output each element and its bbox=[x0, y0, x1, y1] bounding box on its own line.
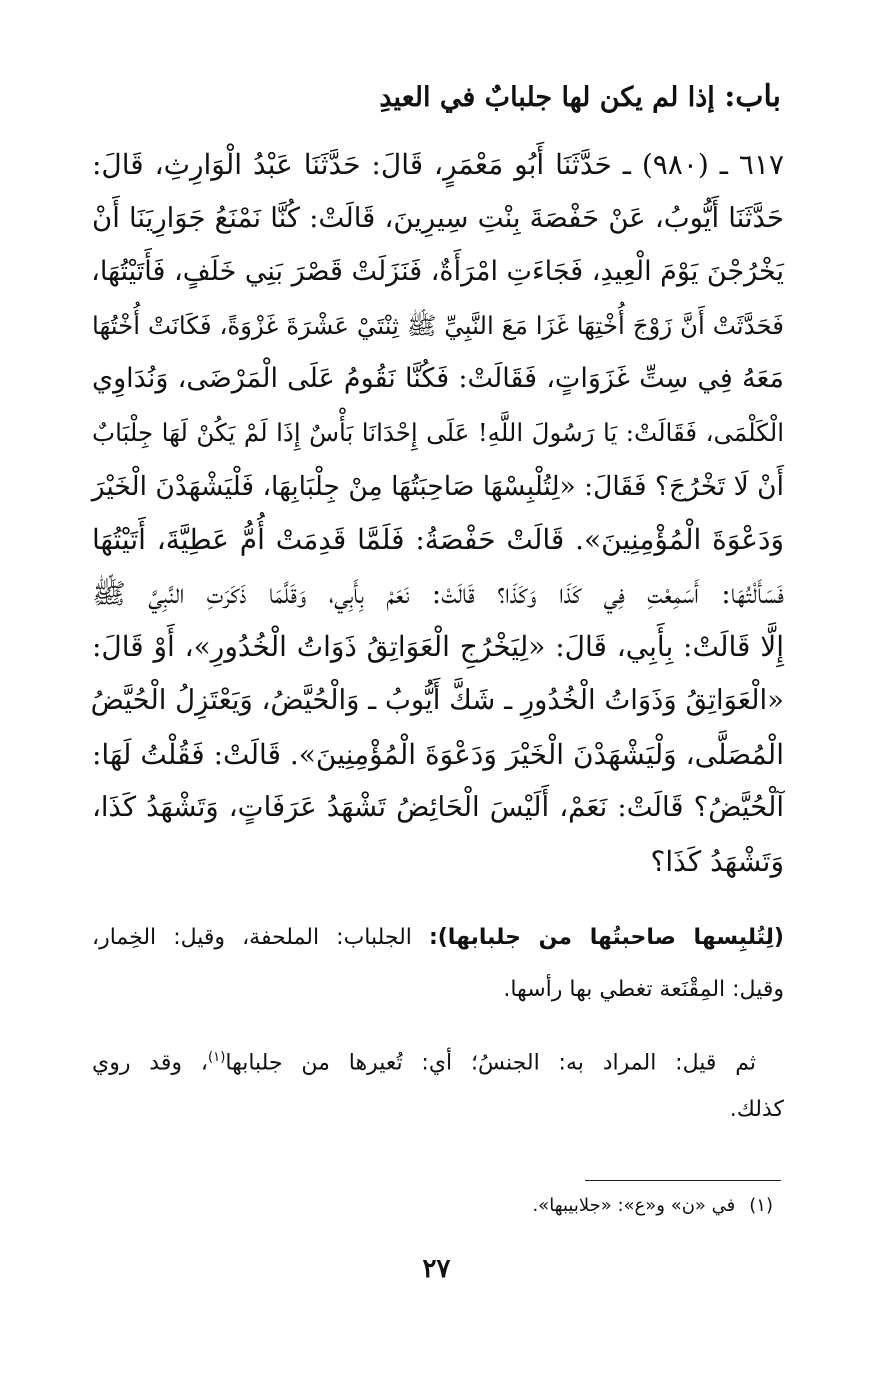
footnote-separator bbox=[585, 1180, 781, 1181]
hadith-text bbox=[92, 138, 784, 888]
hadith-line: يَخْرُجْنَ يَوْمَ الْعِيدِ، فَجَاءَتِ امْرَأَةٌ، فَنَزَلَتْ قَصْرَ بَنِي خَلَفٍ، فَأَتَيْتُهَا، bbox=[91, 256, 784, 288]
chapter-title: إذا لم يكن لها جلبابٌ في العيدِ bbox=[379, 82, 715, 113]
hadith-line: ٦١٧ ـ (٩٨٠) ـ حَدَّثَنَا أَبُو مَعْمَرٍ، قَالَ: حَدَّثَنَا عَبْدُ الْوَارِثِ، قَالَ: bbox=[92, 148, 784, 181]
chapter-heading bbox=[81, 72, 781, 123]
footnote-reference: (١) bbox=[207, 1050, 226, 1065]
hadith-line: الْمُصَلَّى، وَلْيَشْهَدْنَ الْخَيْرَ وَدَعْوَةَ الْمُؤْمِنِينَ». قَالَتْ: فَقُلْتُ لَهَا: bbox=[92, 737, 784, 771]
footnote bbox=[532, 1188, 773, 1224]
commentary-line bbox=[92, 912, 784, 964]
hadith-line: إِلَّا قَالَتْ: بِأَبِي، قَالَ: «لِيَخْرُجِ الْعَوَاتِقُ ذَوَاتُ الْخُدُورِ»، أَوْ قَالَ: bbox=[92, 630, 784, 664]
hadith-line: فَحَدَّثَتْ أَنَّ زَوْجَ أُخْتِهَا غَزَا مَعَ النَّبِيِّ ﷺ ثِنْتَيْ عَشْرَةَ غَزْوَةً، فَكَانَتْ أُخْتُهَا bbox=[92, 310, 784, 340]
hadith-line: أَنْ لَا تَخْرُجَ؟ فَقَالَ: «لِتُلْبِسْهَا صَاحِبَتُهَا مِنْ جِلْبَابِهَا، فَلْيَشْهَدْنَ الْخَيْرَ bbox=[91, 470, 784, 502]
hadith-line: فَسَأَلْتُهَا: أَسَمِعْتِ فِي كَذَا وَكَذَا؟ قَالَتْ: نَعَمْ بِأَبِي، وَقَلَّمَا ذَكَرَتِ النَّبِيَّ ﷺ bbox=[92, 576, 784, 610]
commentary-text: ، وقد روي bbox=[92, 1050, 208, 1076]
commentary-term: (لِتُلبِسها صاحبتُها من جلبابها): bbox=[428, 925, 784, 950]
page-number: ٢٧ bbox=[422, 1254, 451, 1284]
hadith-line: آلْحُيَّضُ؟ قَالَتْ: نَعَمْ، أَلَيْسَ الْحَائِضُ تَشْهَدُ عَرَفَاتٍ، وَتَشْهَدُ كَذَا، bbox=[92, 791, 784, 824]
hadith-line: وَتَشْهَدُ كَذَا؟ bbox=[650, 844, 784, 878]
hadith-line: «الْعَوَاتِقُ وَذَوَاتُ الْخُدُورِ ـ شَكَّ أَيُّوبُ ـ وَالْحُيَّضُ، وَيَعْتَزِلُ الْحُيَّضُ bbox=[90, 683, 784, 716]
commentary-line bbox=[92, 1032, 784, 1084]
hadith-line: مَعَهُ فِي سِتِّ غَزَوَاتٍ، فَقَالَتْ: فَكُنَّا نَقُومُ عَلَى الْمَرْضَى، وَنُدَاوِي bbox=[92, 363, 784, 395]
commentary-line: وقيل: المِقْنَعة تغطي بها رأسها. bbox=[503, 977, 784, 1002]
commentary-text: ثم قيل: المراد به: الجنسُ؛ أي: تُعيرها من جلبابها bbox=[225, 1050, 756, 1076]
hadith-line: وَدَعْوَةَ الْمُؤْمِنِينَ». قَالَتْ حَفْصَةُ: فَلَمَّا قَدِمَتْ أُمُّ عَطِيَّةَ، أَتَيْتُهَا bbox=[92, 523, 784, 557]
footnote-number: (١) bbox=[749, 1195, 773, 1216]
footnote-text: في «ن» و«ع»: «جلابيبها». bbox=[532, 1195, 736, 1216]
commentary bbox=[92, 912, 784, 1136]
commentary-text: الجلباب: الملحفة، وقيل: الخِمار، bbox=[92, 925, 412, 950]
hadith-line: حَدَّثَنَا أَيُّوبُ، عَنْ حَفْصَةَ بِنْتِ سِيرِينَ، قَالَتْ: كُنَّا نَمْنَعُ جَوَارِيَنَا أَنْ bbox=[92, 201, 784, 234]
chapter-label: باب: bbox=[724, 79, 781, 114]
hadith-line: الْكَلْمَى، فَقَالَتْ: يَا رَسُولَ اللَّهِ! عَلَى إِحْدَانَا بَأْسٌ إِذَا لَمْ يَكُنْ لَهَا جِلْبَابٌ bbox=[92, 417, 784, 447]
commentary-line: كذلك. bbox=[729, 1097, 784, 1122]
